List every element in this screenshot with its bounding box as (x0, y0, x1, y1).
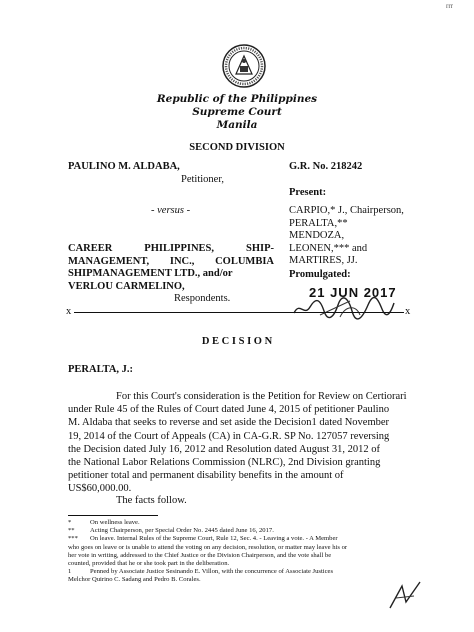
body-paragraph-1 (68, 390, 408, 496)
separator-end: x (405, 306, 411, 317)
footnote-2: ** Acting Chairperson, per Special Order No. 2445 dated June 16, 2017. (68, 527, 274, 535)
initials-signature (386, 578, 426, 614)
footnotes (68, 519, 414, 585)
para-line-8: US$60,000.00. (68, 483, 132, 495)
justice-4: LEONEN,*** and (289, 242, 368, 254)
footnote-3-cont-3: counted, provided that he or she took part in the deliberation. (68, 560, 230, 568)
promulgated-label: Promulgated: (289, 269, 351, 280)
present-label: Present: (289, 187, 327, 198)
footnote-4-cont: Melchor Quirino C. Sadang and Pedro B. Corales. (68, 576, 201, 584)
justice-2: PERALTA,** (289, 217, 348, 229)
para-line-3: M. Aldaba that seeks to reverse and set aside the Decision1 dated November (68, 417, 390, 429)
clerk-signature (290, 295, 398, 321)
case-number: G.R. No. 218242 (289, 161, 363, 172)
justice-5: MARTIRES, JJ. (289, 255, 358, 266)
decision-title: D E C I S I O N (201, 336, 273, 347)
footnote-3-cont-2: her vote in writing, addressed to the Chief Justice or the Division Chairperson, and the vote shall be (68, 551, 332, 559)
para-line-2: under Rule 45 of the Rules of Court dated June 4, 2015 of petitioner Paulino (68, 404, 390, 416)
court-line: Supreme Court (192, 106, 282, 118)
footnote-4: 1 Penned by Associate Justice Sesinando E. Villon, with the concurrence of Associate Justices (68, 568, 334, 576)
ponente: PERALTA, J.: (68, 364, 134, 375)
division-title: SECOND DIVISION (189, 142, 285, 153)
corner-mark: rrr (446, 2, 453, 10)
respondent-line-4: VERLOU CARMELINO, (68, 280, 185, 292)
footnote-divider (68, 515, 158, 516)
footnote-1: * On wellness leave. (68, 519, 140, 526)
separator-line (74, 312, 404, 313)
petitioner-name: PAULINO M. ALDABA, (68, 161, 180, 172)
separator-start: x (66, 306, 72, 317)
republic-line: Republic of the Philippines (156, 93, 318, 105)
justice-list (289, 205, 404, 268)
petitioner-role: Petitioner, (181, 174, 225, 185)
respondent-line-3: SHIPMANAGEMENT LTD., and/or (68, 268, 233, 279)
versus: - versus - (151, 205, 191, 216)
justice-3: MENDOZA, (289, 230, 345, 241)
footnote-3: *** On leave. Internal Rules of the Supreme Court, Rule 12, Sec. 4. - Leaving a vote. - A Member (68, 535, 338, 543)
footnote-3-cont-1: who goes on leave or is unable to attend the voting on any decision, resolution, or matter may leave his or (68, 543, 348, 551)
para-line-6: the National Labor Relations Commission (NLRC), 2nd Division granting (68, 457, 381, 469)
promulgation-date-stamp: 21 JUN 2017 (309, 285, 397, 300)
respondent-line-1: CAREER PHILIPPINES, SHIP- (68, 243, 274, 254)
respondents-role: Respondents. (174, 293, 231, 304)
justice-1: CARPIO,* J., Chairperson, (289, 205, 404, 216)
city-line: Manila (216, 119, 258, 131)
supreme-court-seal-icon (222, 44, 266, 88)
para-line-7: petitioner total and permanent disability benefits in the amount of (68, 470, 344, 482)
respondent-line-2: MANAGEMENT, INC., COLUMBIA (68, 255, 274, 267)
para-line-4: 19, 2014 of the Court of Appeals (CA) in CA-G.R. SP No. 127057 reversing (68, 430, 390, 442)
respondents-block (68, 243, 274, 293)
para-line-5: the Decision dated July 16, 2012 and Resolution dated August 31, 2012 of (68, 443, 381, 455)
body-paragraph-2: The facts follow. (116, 495, 187, 506)
para-line-1: For this Court's consideration is the Petition for Review on Certiorari (116, 391, 407, 402)
